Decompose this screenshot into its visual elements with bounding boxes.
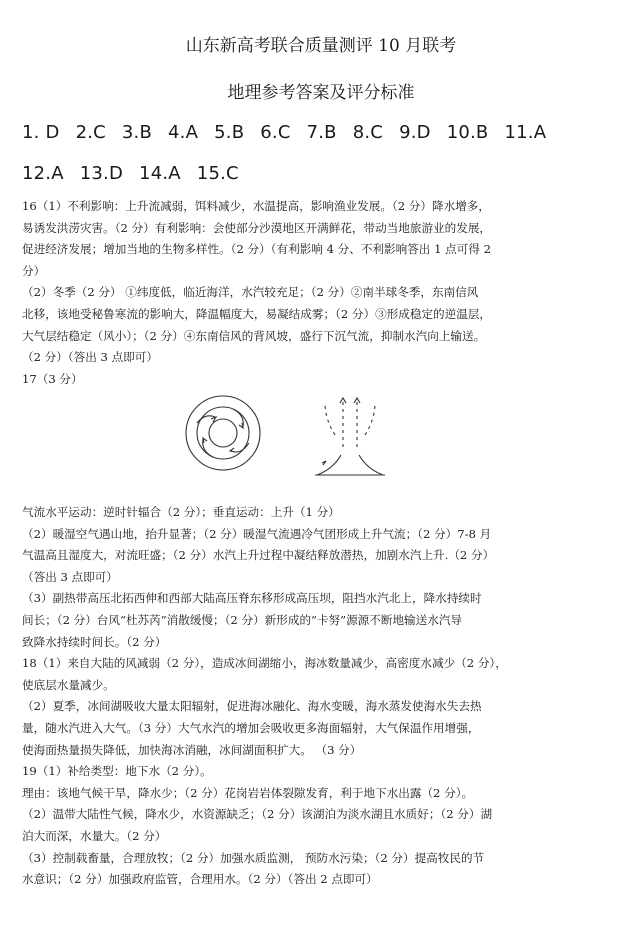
text-line: 大气层结稳定（风小）；（2 分）④东南信风的背风坡，盛行下沉气流，抑制水汽向上输送。 [22, 328, 486, 343]
answer-text-16-17 [22, 196, 622, 390]
answer-item: 12.A [22, 163, 64, 184]
answer-item: 5.B [214, 122, 245, 143]
answer-item: 7.B [306, 122, 337, 143]
text-line: （3）控制载畜量，合理放牧；（2 分）加强水质监测， 预防水污染；（2 分）提高牧民的节 [22, 850, 485, 865]
text-line: （2）温带大陆性气候，降水少，水资源缺乏；（2 分）该湖泊为淡水湖且水质好；（2 分）湖 [22, 807, 493, 822]
text-line: 间长；（2 分）台风“杜苏芮”消散缓慢；（2 分）新形成的“卡努”源源不断地输送水汽导 [22, 612, 463, 627]
answer-item: 4.A [168, 122, 199, 143]
text-line: 理由：该地气候干旱，降水少；（2 分）花岗岩岩体裂隙发育，利于地下水出露（2 分）。 [22, 785, 474, 800]
text-line: 易诱发洪涝灾害。（2 分）有利影响：会使部分沙漠地区开满鲜花，带动当地旅游业的发展， [22, 220, 492, 235]
answer-item: 10.B [446, 122, 489, 143]
airflow-diagrams [185, 389, 395, 489]
text-line: 致降水持续时间长。（2 分） [22, 634, 167, 649]
text-line: （2）冬季（2 分） ①纬度低，临近海洋，水汽较充足；（2 分）②南半球冬季，东南信风 [22, 285, 479, 300]
text-line: （2）夏季，冰间湖吸收大量太阳辐射，促进海冰融化、海水变暖，海水蒸发使海水失去热 [22, 699, 482, 714]
answer-item: 11.A [504, 122, 547, 143]
answer-item: 1. D [22, 122, 60, 143]
answer-item: 14.A [139, 163, 181, 184]
answer-item: 9.D [399, 122, 431, 143]
text-line: （3）副热带高压北拓西伸和西部大陆高压脊东移形成高压坝，阻挡水汽北上，降水持续时 [22, 591, 482, 606]
text-line: （2）暖湿空气遇山地，抬升显著；（2 分）暖湿气流遇冷气团形成上升气流；（2 分）7-8 月 [22, 526, 492, 541]
text-line: （答出 3 点即可） [22, 569, 118, 584]
text-line: 北移，该地受秘鲁寒流的影响大，降温幅度大，易凝结成雾；（2 分）③形成稳定的逆温层， [22, 306, 492, 321]
answer-item: 3.B [121, 122, 153, 143]
text-line: 17（3 分） [22, 371, 83, 386]
answer-item: 13.D [79, 163, 124, 184]
horizontal-convergence-diagram [186, 396, 260, 470]
answer-item: 6.C [260, 122, 291, 143]
text-line: 泊大而深，水量大。（2 分） [22, 828, 167, 843]
answer-item: 15.C [196, 163, 239, 184]
text-line: 18（1）来自大陆的风减弱（2 分），造成冰间湖缩小，海冰数量减少，高密度水减少（2 分）， [22, 656, 507, 671]
text-line: 水意识；（2 分）加强政府监管，合理用水。（2 分）（答出 2 点即可） [22, 872, 378, 887]
answer-item: 8.C [352, 122, 384, 143]
text-line: 促进经济发展；增加当地的生物多样性。（2 分）（有利影响 4 分、不利影响答出 1 点可得 2 [22, 242, 491, 257]
text-line: 16（1）不利影响：上升流减弱，饵料减少，水温提高，影响渔业发展。（2 分）降水增多， [22, 199, 490, 213]
text-line: 量，随水汽进入大气。（3 分）大气水汽的增加会吸收更多海面辐射，大气保温作用增强， [22, 720, 480, 735]
text-line: 19（1）补给类型：地下水（2 分）。 [22, 764, 212, 779]
text-line: 使底层水量减少。 [22, 677, 115, 692]
page-subtitle: 地理参考答案及评分标准 [227, 83, 415, 103]
text-line: 使海面热量损失降低，加快海冰消融，冰间湖面积扩大。 （3 分） [22, 742, 362, 757]
answer-text-17-19 [22, 502, 622, 891]
answer-item: 2.C [75, 122, 106, 143]
text-line: （2 分）（答出 3 点即可） [22, 350, 158, 365]
choice-answers-row-2 [22, 163, 255, 184]
text-line: 气温高且湿度大，对流旺盛；（2 分）水汽上升过程中凝结释放潜热，加剧水汽上升.（2 分） [22, 548, 495, 563]
page-title: 山东新高考联合质量测评 10 月联考 [185, 36, 457, 56]
text-line: 气流水平运动：逆时针辐合（2 分）；垂直运动：上升（1 分） [22, 505, 340, 519]
text-line: 分） [22, 263, 46, 278]
vertical-uplift-diagram [315, 398, 385, 475]
choice-answers-row-1 [22, 122, 546, 143]
